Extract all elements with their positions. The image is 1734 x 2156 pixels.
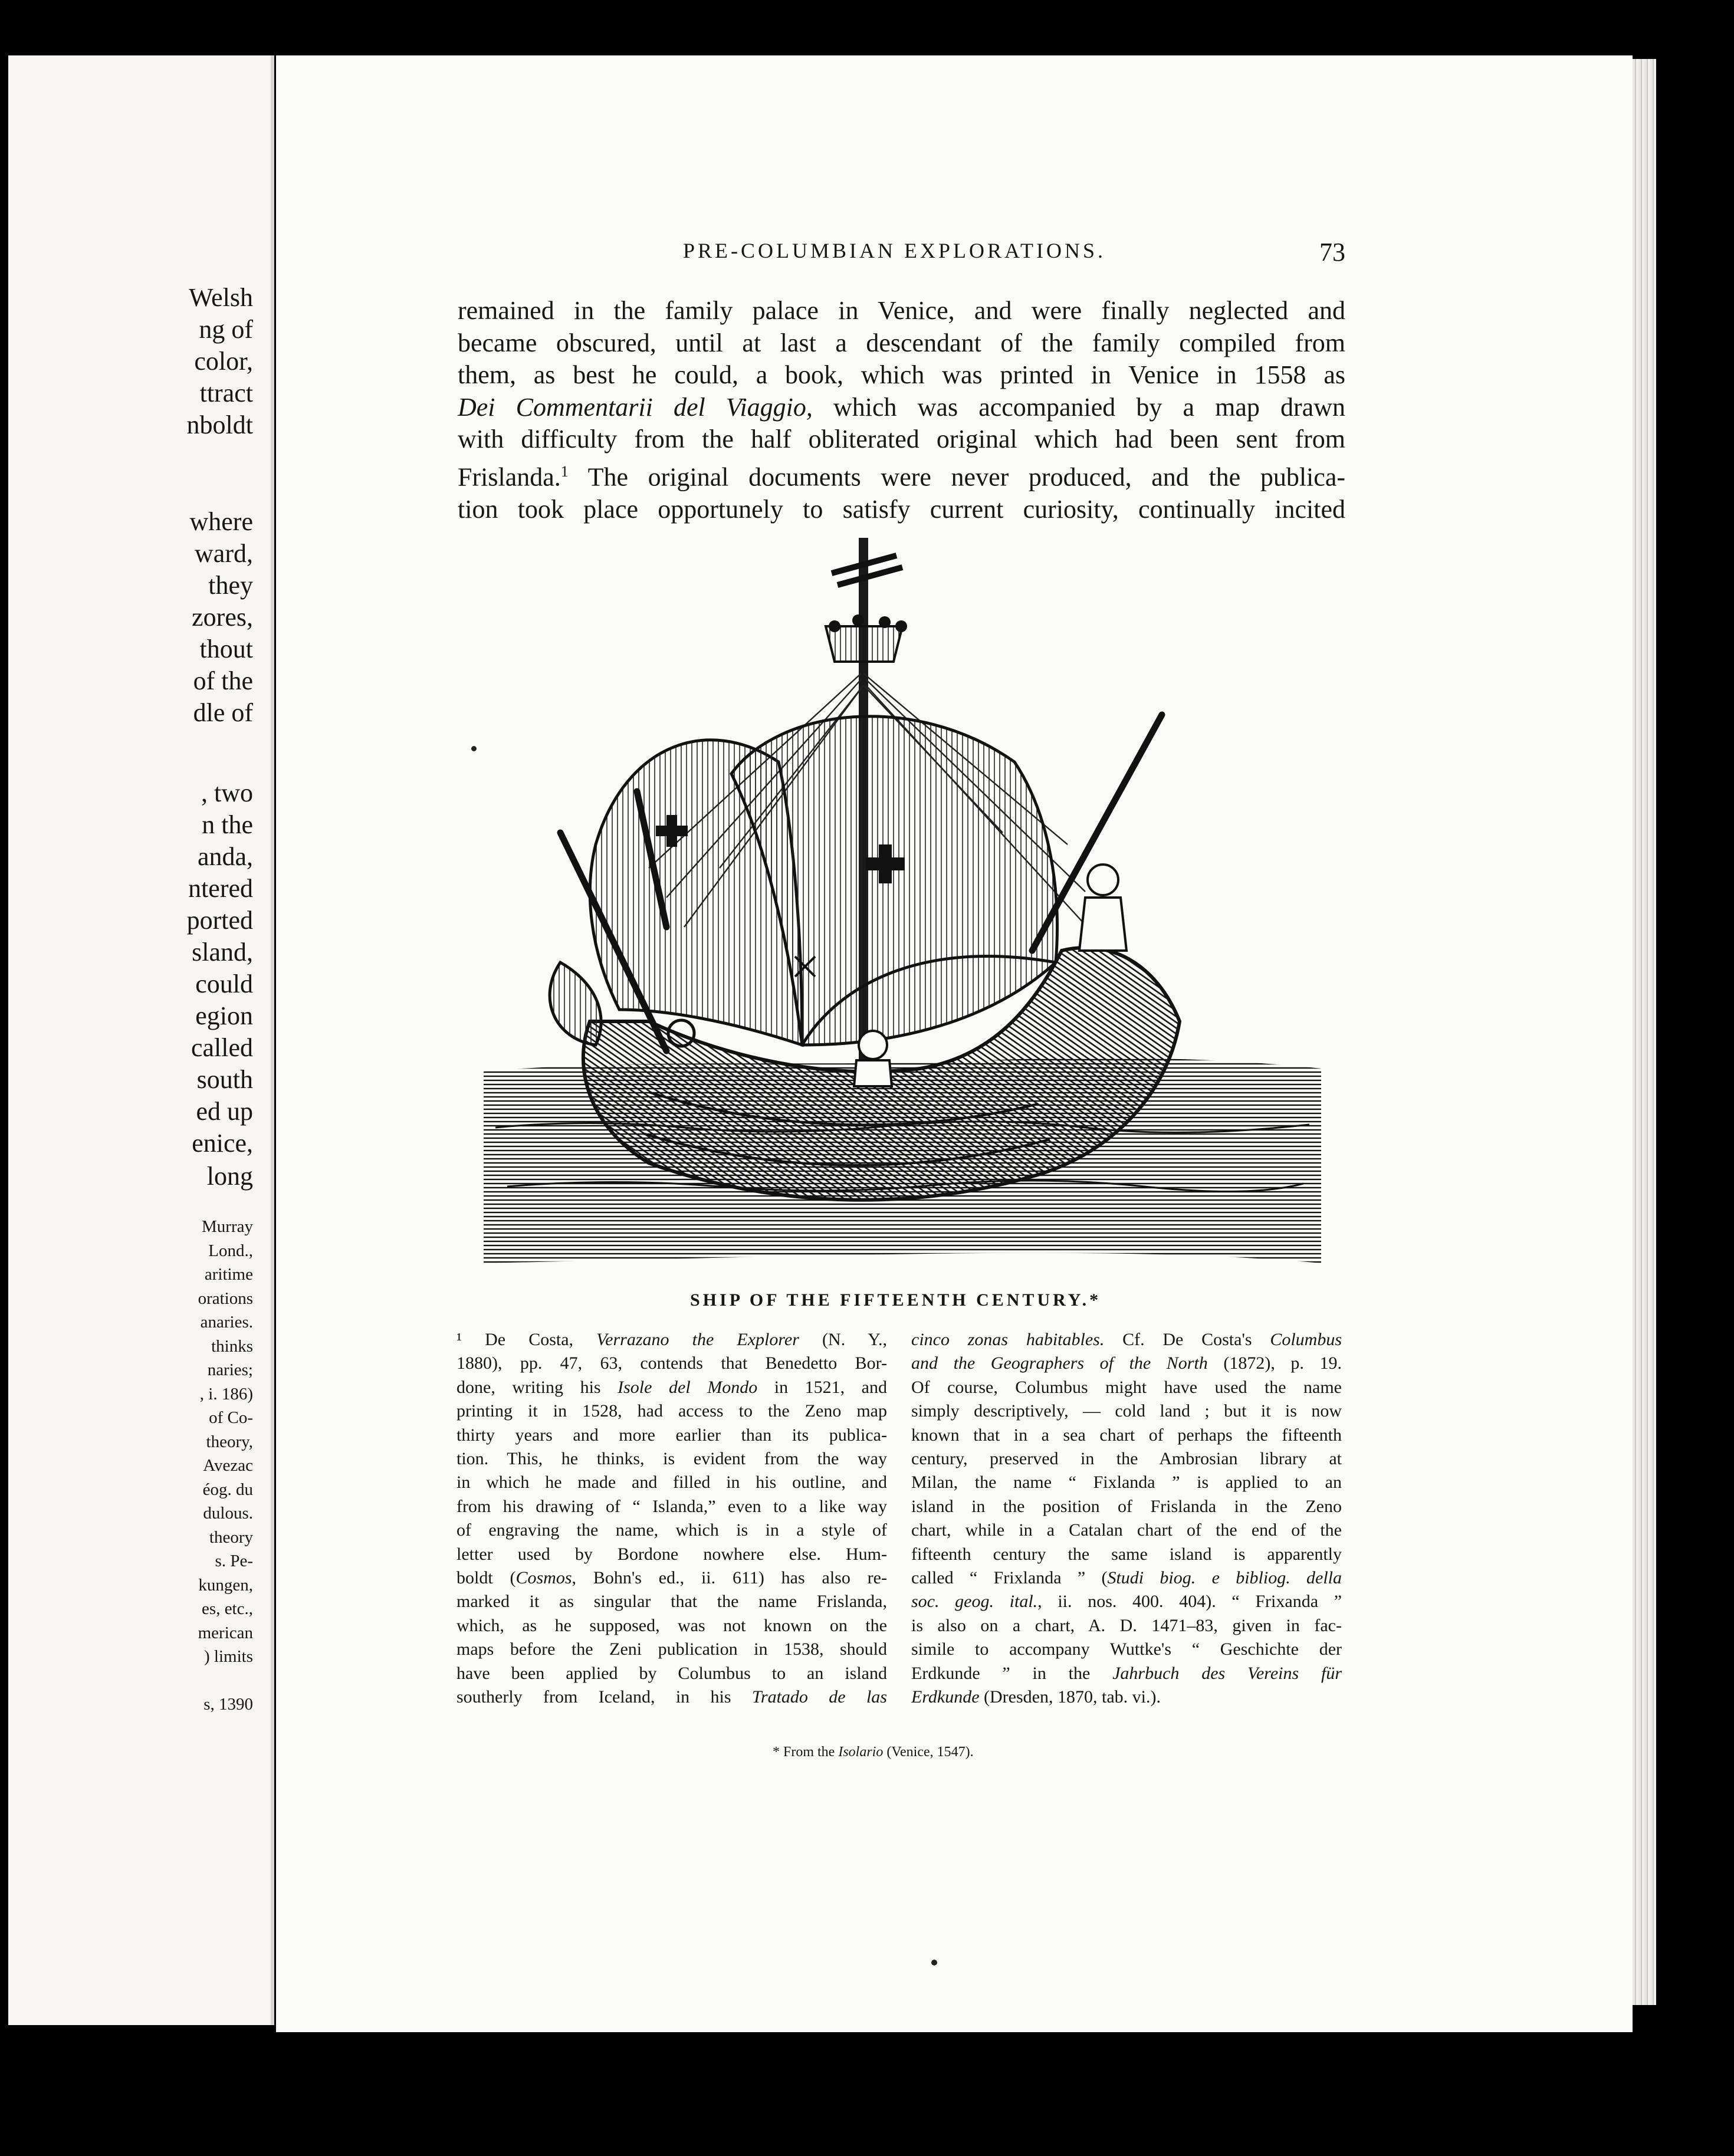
left-page-line-fragment: ttract <box>199 379 253 407</box>
ink-speck <box>931 1960 937 1966</box>
footnote-line: chart, while in a Catalan chart of the end of the <box>911 1520 1342 1540</box>
footnote-title: Isole del Mondo <box>618 1377 758 1397</box>
footnote-line <box>911 1662 1342 1685</box>
left-page-line-fragment: ed up <box>196 1097 253 1126</box>
footnote-title: Columbus <box>1270 1330 1342 1349</box>
footnote-line: letter used by Bordone nowhere else. Hum- <box>457 1544 887 1564</box>
body-line-text: which was accompanied by a map drawn <box>812 392 1345 422</box>
footnote-line: have been applied by Columbus to an island <box>457 1663 887 1683</box>
left-page-line-fragment: egion <box>195 1001 253 1030</box>
left-page-line-fragment: zores, <box>192 603 253 632</box>
footnote-line <box>911 1328 1342 1352</box>
footnote-line: simply descriptively, — cold land ; but it is now <box>911 1401 1342 1421</box>
footnote-text: Cf. De Costa's <box>1104 1330 1270 1349</box>
footnote-title: Jahrbuch des Vereins für <box>1112 1663 1342 1683</box>
left-page-note-fragment: anaries. <box>200 1313 253 1332</box>
left-page-note-fragment: merican <box>198 1623 253 1642</box>
footnote-title: cinco zonas habitables. <box>911 1330 1105 1349</box>
body-line-text: Frislanda. <box>458 462 561 492</box>
left-page-note-fragment: aritime <box>204 1265 253 1284</box>
body-line: became obscured, until at last a descendant of the family compiled from <box>458 328 1345 357</box>
footnote-left-column <box>457 1328 887 1710</box>
body-line: them, as best he could, a book, which was printed in Venice in 1558 as <box>458 360 1345 389</box>
left-page-note-fragment: orations <box>198 1289 253 1308</box>
credit-title: Isolario <box>838 1744 884 1760</box>
footnote-line: island in the position of Frislanda in the Zeno <box>911 1496 1342 1516</box>
footnote-line: which, as he supposed, was not known on the <box>457 1615 887 1635</box>
left-page-line-fragment: dle of <box>193 698 253 727</box>
footnote-line <box>457 1376 887 1399</box>
footnote-line <box>457 1566 887 1590</box>
body-line <box>458 392 1345 424</box>
footnote-line <box>457 1328 887 1352</box>
left-page-note-fragment: éog. du <box>202 1480 253 1499</box>
left-page-line-fragment: could <box>195 969 253 998</box>
body-line: tion took place opportunely to satisfy current curiosity, continually incited <box>458 494 1345 524</box>
footnote-line: fifteenth century the same island is apparently <box>911 1544 1342 1564</box>
left-page-note-fragment: Lond., <box>208 1241 253 1260</box>
footnote-text: (N. Y., <box>799 1330 887 1349</box>
page-number: 73 <box>1319 238 1345 267</box>
left-page-line-fragment: nboldt <box>186 410 253 439</box>
left-page-note-fragment: Murray <box>202 1217 253 1236</box>
footnote-line: thirty years and more earlier than its publica- <box>457 1425 887 1445</box>
left-page-line-fragment: Welsh <box>189 283 253 312</box>
footnote-text: southerly from Iceland, in his <box>457 1687 752 1707</box>
footnote-line <box>911 1590 1342 1613</box>
left-page-line-fragment: enice, <box>192 1129 253 1158</box>
footnote-title: and the Geographers of the North <box>911 1353 1208 1373</box>
footnote-line <box>457 1685 887 1709</box>
left-page-line-fragment: n the <box>202 810 253 839</box>
left-page-line-fragment: of the <box>193 666 253 695</box>
page-stack-edge <box>1633 59 1656 2005</box>
body-line: with difficulty from the half obliterated original which had been sent from <box>458 425 1345 453</box>
illustration-credit <box>773 1744 974 1760</box>
footnote-line: in which he made and filled in his outline, and <box>457 1473 887 1493</box>
left-page-line-fragment: ported <box>186 906 253 935</box>
footnote-title: Cosmos <box>515 1568 572 1588</box>
footnote-marker: 1 <box>560 462 569 480</box>
footnote-title: Tratado de las <box>751 1687 887 1707</box>
left-page-note-fragment: es, etc., <box>202 1599 253 1618</box>
footnote-title: Verrazano the Explorer <box>596 1330 799 1349</box>
footnote-line: known that in a sea chart of perhaps the fifteenth <box>911 1425 1342 1445</box>
left-page-line-fragment: , two <box>201 778 253 807</box>
footnote-text: in 1521, and <box>757 1377 887 1397</box>
left-facing-page <box>8 55 274 2025</box>
footnote-title: Studi biog. e bibliog. della <box>1107 1568 1342 1588</box>
left-page-line-fragment: south <box>196 1065 253 1094</box>
footnote-text: done, writing his <box>457 1377 618 1397</box>
footnote-text: (Dresden, 1870, tab. vi.). <box>979 1687 1161 1707</box>
footnote-line: 1880), pp. 47, 63, contends that Benedetto Bor- <box>457 1353 887 1373</box>
footnote-line: century, preserved in the Ambrosian library at <box>911 1449 1342 1469</box>
left-page-note-fragment: s, 1390 <box>203 1694 253 1714</box>
left-page-line-fragment: sland, <box>192 938 253 967</box>
left-page-note-fragment: s. Pe- <box>215 1552 253 1570</box>
footnote-line: Of course, Columbus might have used the name <box>911 1377 1342 1397</box>
body-paragraph <box>458 295 1345 525</box>
left-page-note-fragment: naries; <box>207 1360 253 1379</box>
footnote-title: Erdkunde <box>911 1687 980 1707</box>
left-page-line-fragment: they <box>208 571 253 600</box>
footnote-line: is also on a chart, A. D. 1471–83, given in fac- <box>911 1615 1342 1635</box>
left-page-line-fragment: anda, <box>197 842 253 871</box>
left-page-line-fragment: color, <box>194 347 253 376</box>
credit-text: (Venice, 1547). <box>883 1744 974 1760</box>
body-line-text: The original documents were never produced, and the publica- <box>568 462 1345 492</box>
left-page-note-fragment: theory <box>209 1527 253 1547</box>
left-page-note-fragment: of Co- <box>209 1408 253 1427</box>
figure-caption: SHIP OF THE FIFTEENTH CENTURY.* <box>690 1290 1102 1310</box>
footnote-line: tion. This, he thinks, is evident from the way <box>457 1449 887 1469</box>
book-title: Dei Commentarii del Viaggio, <box>458 392 813 422</box>
footnote-line: simile to accompany Wuttke's “ Geschichte der <box>911 1639 1342 1659</box>
left-page-line-fragment: thout <box>199 635 253 663</box>
footnote-text: , ii. nos. 400. 404). “ Frixanda ” <box>1037 1592 1342 1612</box>
running-head: PRE-COLUMBIAN EXPLORATIONS. <box>683 239 1106 262</box>
left-page-note-fragment: , i. 186) <box>199 1384 253 1404</box>
body-line <box>458 456 1345 494</box>
left-page-line-fragment: ng of <box>199 315 253 344</box>
left-page-note-fragment: ) limits <box>204 1647 253 1666</box>
left-page-line-fragment: ntered <box>188 874 253 903</box>
ship-engraving <box>472 538 1333 1275</box>
left-page-note-fragment: theory, <box>206 1432 253 1451</box>
footnote-text: Erdkunde ” in the <box>911 1663 1113 1683</box>
footnote-text: called “ Frixlanda ” ( <box>911 1568 1108 1588</box>
left-page-line-fragment: called <box>191 1033 253 1062</box>
left-page-line-fragment: ward, <box>195 539 253 568</box>
footnote-line: from his drawing of “ Islanda,” even to a like way <box>457 1496 887 1516</box>
footnote-line: maps before the Zeni publication in 1538, should <box>457 1639 887 1659</box>
footnote-text: boldt ( <box>457 1568 516 1588</box>
body-line: remained in the family palace in Venice, and were finally neglected and <box>458 296 1345 325</box>
footnote-line <box>911 1685 1342 1709</box>
left-page-line-fragment: long <box>206 1162 253 1191</box>
footnote-line: marked it as singular that the name Frislanda, <box>457 1592 887 1612</box>
footnote-line: of engraving the name, which is in a style of <box>457 1520 887 1540</box>
footnote-text: , Bohn's ed., ii. 611) has also re- <box>572 1568 887 1588</box>
footnote-line <box>911 1566 1342 1590</box>
footnote-title: soc. geog. ital. <box>911 1592 1038 1612</box>
left-page-note-fragment: kungen, <box>198 1575 253 1595</box>
credit-text: * From the <box>773 1744 839 1760</box>
footnote-line: Milan, the name “ Fixlanda ” is applied to an <box>911 1473 1342 1493</box>
left-page-note-fragment: Avezac <box>203 1456 253 1475</box>
footnote-line: printing it in 1528, had access to the Zeno map <box>457 1401 887 1421</box>
left-page-note-fragment: thinks <box>211 1336 253 1356</box>
sails <box>590 717 1057 1045</box>
footnote-line <box>911 1352 1342 1375</box>
footnote-text: ¹ De Costa, <box>457 1330 597 1349</box>
footnote-text: (1872), p. 19. <box>1207 1353 1342 1373</box>
left-page-note-fragment: dulous. <box>203 1504 253 1523</box>
ink-speck <box>471 746 477 751</box>
left-page-line-fragment: where <box>189 507 253 536</box>
footnote-right-column <box>911 1328 1342 1710</box>
